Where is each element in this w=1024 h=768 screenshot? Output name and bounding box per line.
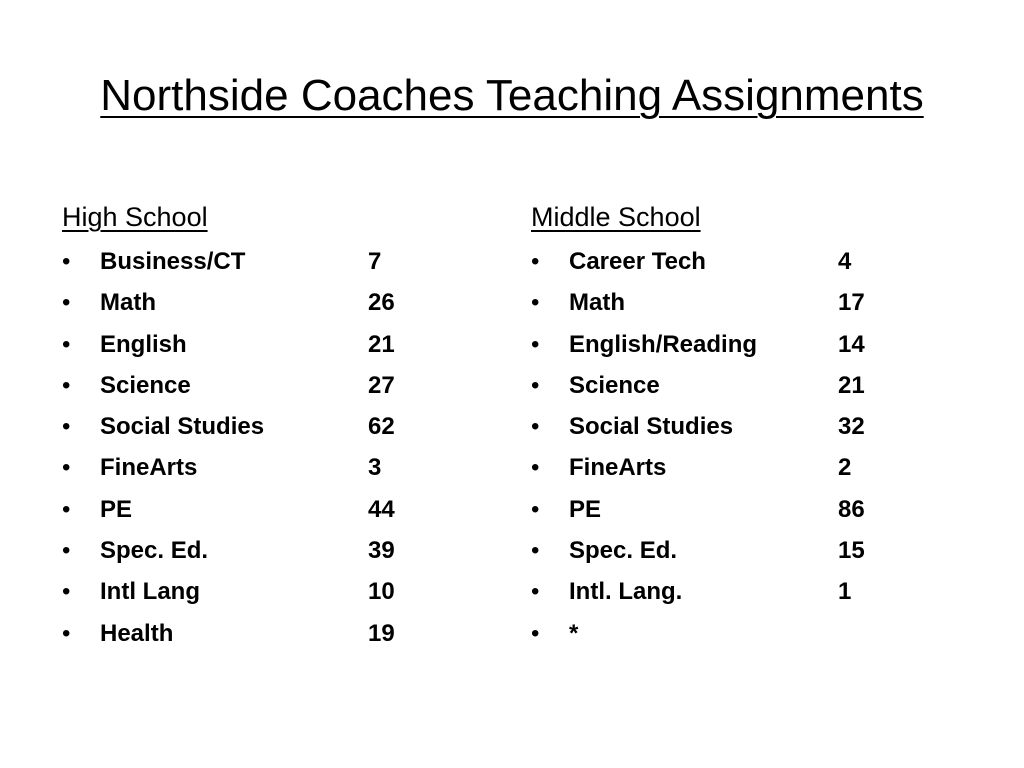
bullet-icon: •	[531, 537, 540, 565]
slide-title: Northside Coaches Teaching Assignments	[100, 71, 924, 120]
list-item	[531, 489, 971, 530]
middle-school-column	[531, 198, 971, 654]
bullet-icon: •	[62, 454, 71, 482]
middle-school-list	[531, 241, 971, 654]
list-item	[531, 282, 971, 323]
subject-label: Spec. Ed.	[569, 537, 678, 565]
list-item	[531, 530, 971, 571]
subject-label: *	[569, 619, 579, 647]
subject-count: 7	[368, 248, 382, 275]
list-item	[531, 613, 971, 654]
subject-count: 3	[368, 454, 382, 482]
subject-label: Spec. Ed.	[100, 537, 209, 565]
bullet-icon: •	[531, 619, 540, 647]
subject-count: 44	[368, 495, 395, 523]
list-item	[62, 365, 502, 406]
list-item	[62, 489, 502, 530]
subject-count: 21	[838, 371, 865, 399]
subject-count: 39	[368, 537, 395, 565]
high-school-column	[62, 198, 502, 654]
high-school-heading: High School	[62, 202, 208, 232]
subject-label: Health	[100, 619, 174, 647]
subject-label: Science	[569, 371, 660, 399]
subject-count: 4	[838, 248, 852, 275]
list-item	[531, 324, 971, 365]
subject-count: 21	[368, 330, 395, 358]
high-school-list	[62, 241, 502, 654]
subject-count: 17	[838, 289, 865, 317]
list-item	[62, 447, 502, 488]
list-item	[531, 365, 971, 406]
bullet-icon: •	[62, 495, 71, 523]
list-item	[62, 406, 502, 447]
subject-label: FineArts	[569, 454, 667, 482]
subject-count: 26	[368, 289, 395, 317]
bullet-icon: •	[531, 413, 540, 441]
subject-label: PE	[569, 495, 602, 523]
bullet-icon: •	[62, 371, 71, 399]
subject-label: FineArts	[100, 454, 198, 482]
list-item	[531, 406, 971, 447]
list-item	[62, 282, 502, 323]
subject-label: English/Reading	[569, 330, 758, 358]
subject-count: 19	[368, 619, 395, 647]
subject-count: 32	[838, 413, 865, 441]
bullet-icon: •	[531, 495, 540, 523]
list-item	[62, 324, 502, 365]
bullet-icon: •	[62, 619, 71, 647]
bullet-icon: •	[531, 289, 540, 317]
bullet-icon: •	[62, 537, 71, 565]
subject-label: English	[100, 330, 187, 358]
subject-count: 62	[368, 413, 395, 441]
list-item	[62, 571, 502, 612]
subject-count: 10	[368, 578, 395, 606]
subject-count: 86	[838, 495, 865, 523]
bullet-icon: •	[531, 248, 540, 275]
subject-label: Science	[100, 371, 191, 399]
subject-count: 14	[838, 330, 865, 358]
list-item	[62, 241, 502, 282]
bullet-icon: •	[62, 413, 71, 441]
bullet-icon: •	[531, 330, 540, 358]
bullet-icon: •	[531, 454, 540, 482]
list-item	[62, 530, 502, 571]
bullet-icon: •	[62, 330, 71, 358]
list-item	[531, 241, 971, 282]
subject-label: Social Studies	[100, 413, 265, 441]
subject-label: Intl. Lang.	[569, 578, 683, 606]
bullet-icon: •	[62, 248, 71, 275]
subject-count: 1	[838, 578, 852, 606]
subject-label: Career Tech	[569, 248, 706, 275]
subject-count: 2	[838, 454, 852, 482]
list-item	[531, 571, 971, 612]
bullet-icon: •	[62, 289, 71, 317]
subject-count: 15	[838, 537, 865, 565]
subject-label: Math	[100, 289, 156, 317]
bullet-icon: •	[62, 578, 71, 606]
subject-label: Business/CT	[100, 248, 246, 275]
subject-label: Social Studies	[569, 413, 734, 441]
bullet-icon: •	[531, 578, 540, 606]
subject-label: Math	[569, 289, 625, 317]
list-item	[531, 447, 971, 488]
subject-count: 27	[368, 371, 395, 399]
middle-school-heading: Middle School	[531, 202, 701, 232]
subject-label: PE	[100, 495, 133, 523]
list-item	[62, 613, 502, 654]
bullet-icon: •	[531, 371, 540, 399]
subject-label: Intl Lang	[100, 578, 200, 606]
